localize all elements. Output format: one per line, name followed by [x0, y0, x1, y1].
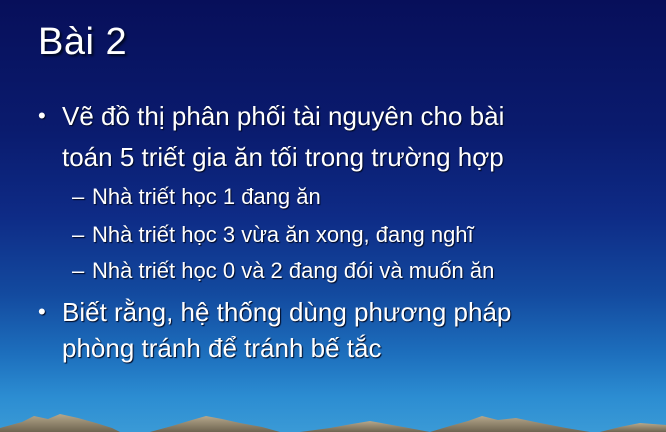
mountain-right: [430, 416, 590, 432]
bullet-2-line-2: phòng tránh để tránh bế tắc: [62, 333, 382, 363]
bullet-marker: •: [38, 299, 46, 324]
sub-item-marker: –: [72, 222, 85, 247]
mountain-far-right: [600, 423, 666, 432]
sub-item-3-text: Nhà triết học 0 và 2 đang đói và muốn ăn: [92, 258, 495, 283]
sub-item-marker: –: [72, 184, 85, 209]
sub-item-1-text: Nhà triết học 1 đang ăn: [92, 184, 321, 209]
mountain-middle: [150, 416, 280, 432]
bullet-1-line-2: toán 5 triết gia ăn tối trong trường hợp: [62, 142, 504, 172]
sub-item-2-text: Nhà triết học 3 vừa ăn xong, đang nghĩ: [92, 222, 474, 247]
mountain-range-decoration: [0, 392, 666, 432]
bullet-marker: •: [38, 103, 46, 128]
sub-item-marker: –: [72, 258, 85, 283]
slide-title: Bài 2: [38, 21, 128, 63]
mountain-left: [0, 414, 120, 432]
mountain-center: [300, 421, 430, 432]
bullet-2-line-1: Biết rằng, hệ thống dùng phương pháp: [62, 297, 512, 327]
bullet-1-line-1: Vẽ đồ thị phân phối tài nguyên cho bài: [62, 101, 505, 131]
